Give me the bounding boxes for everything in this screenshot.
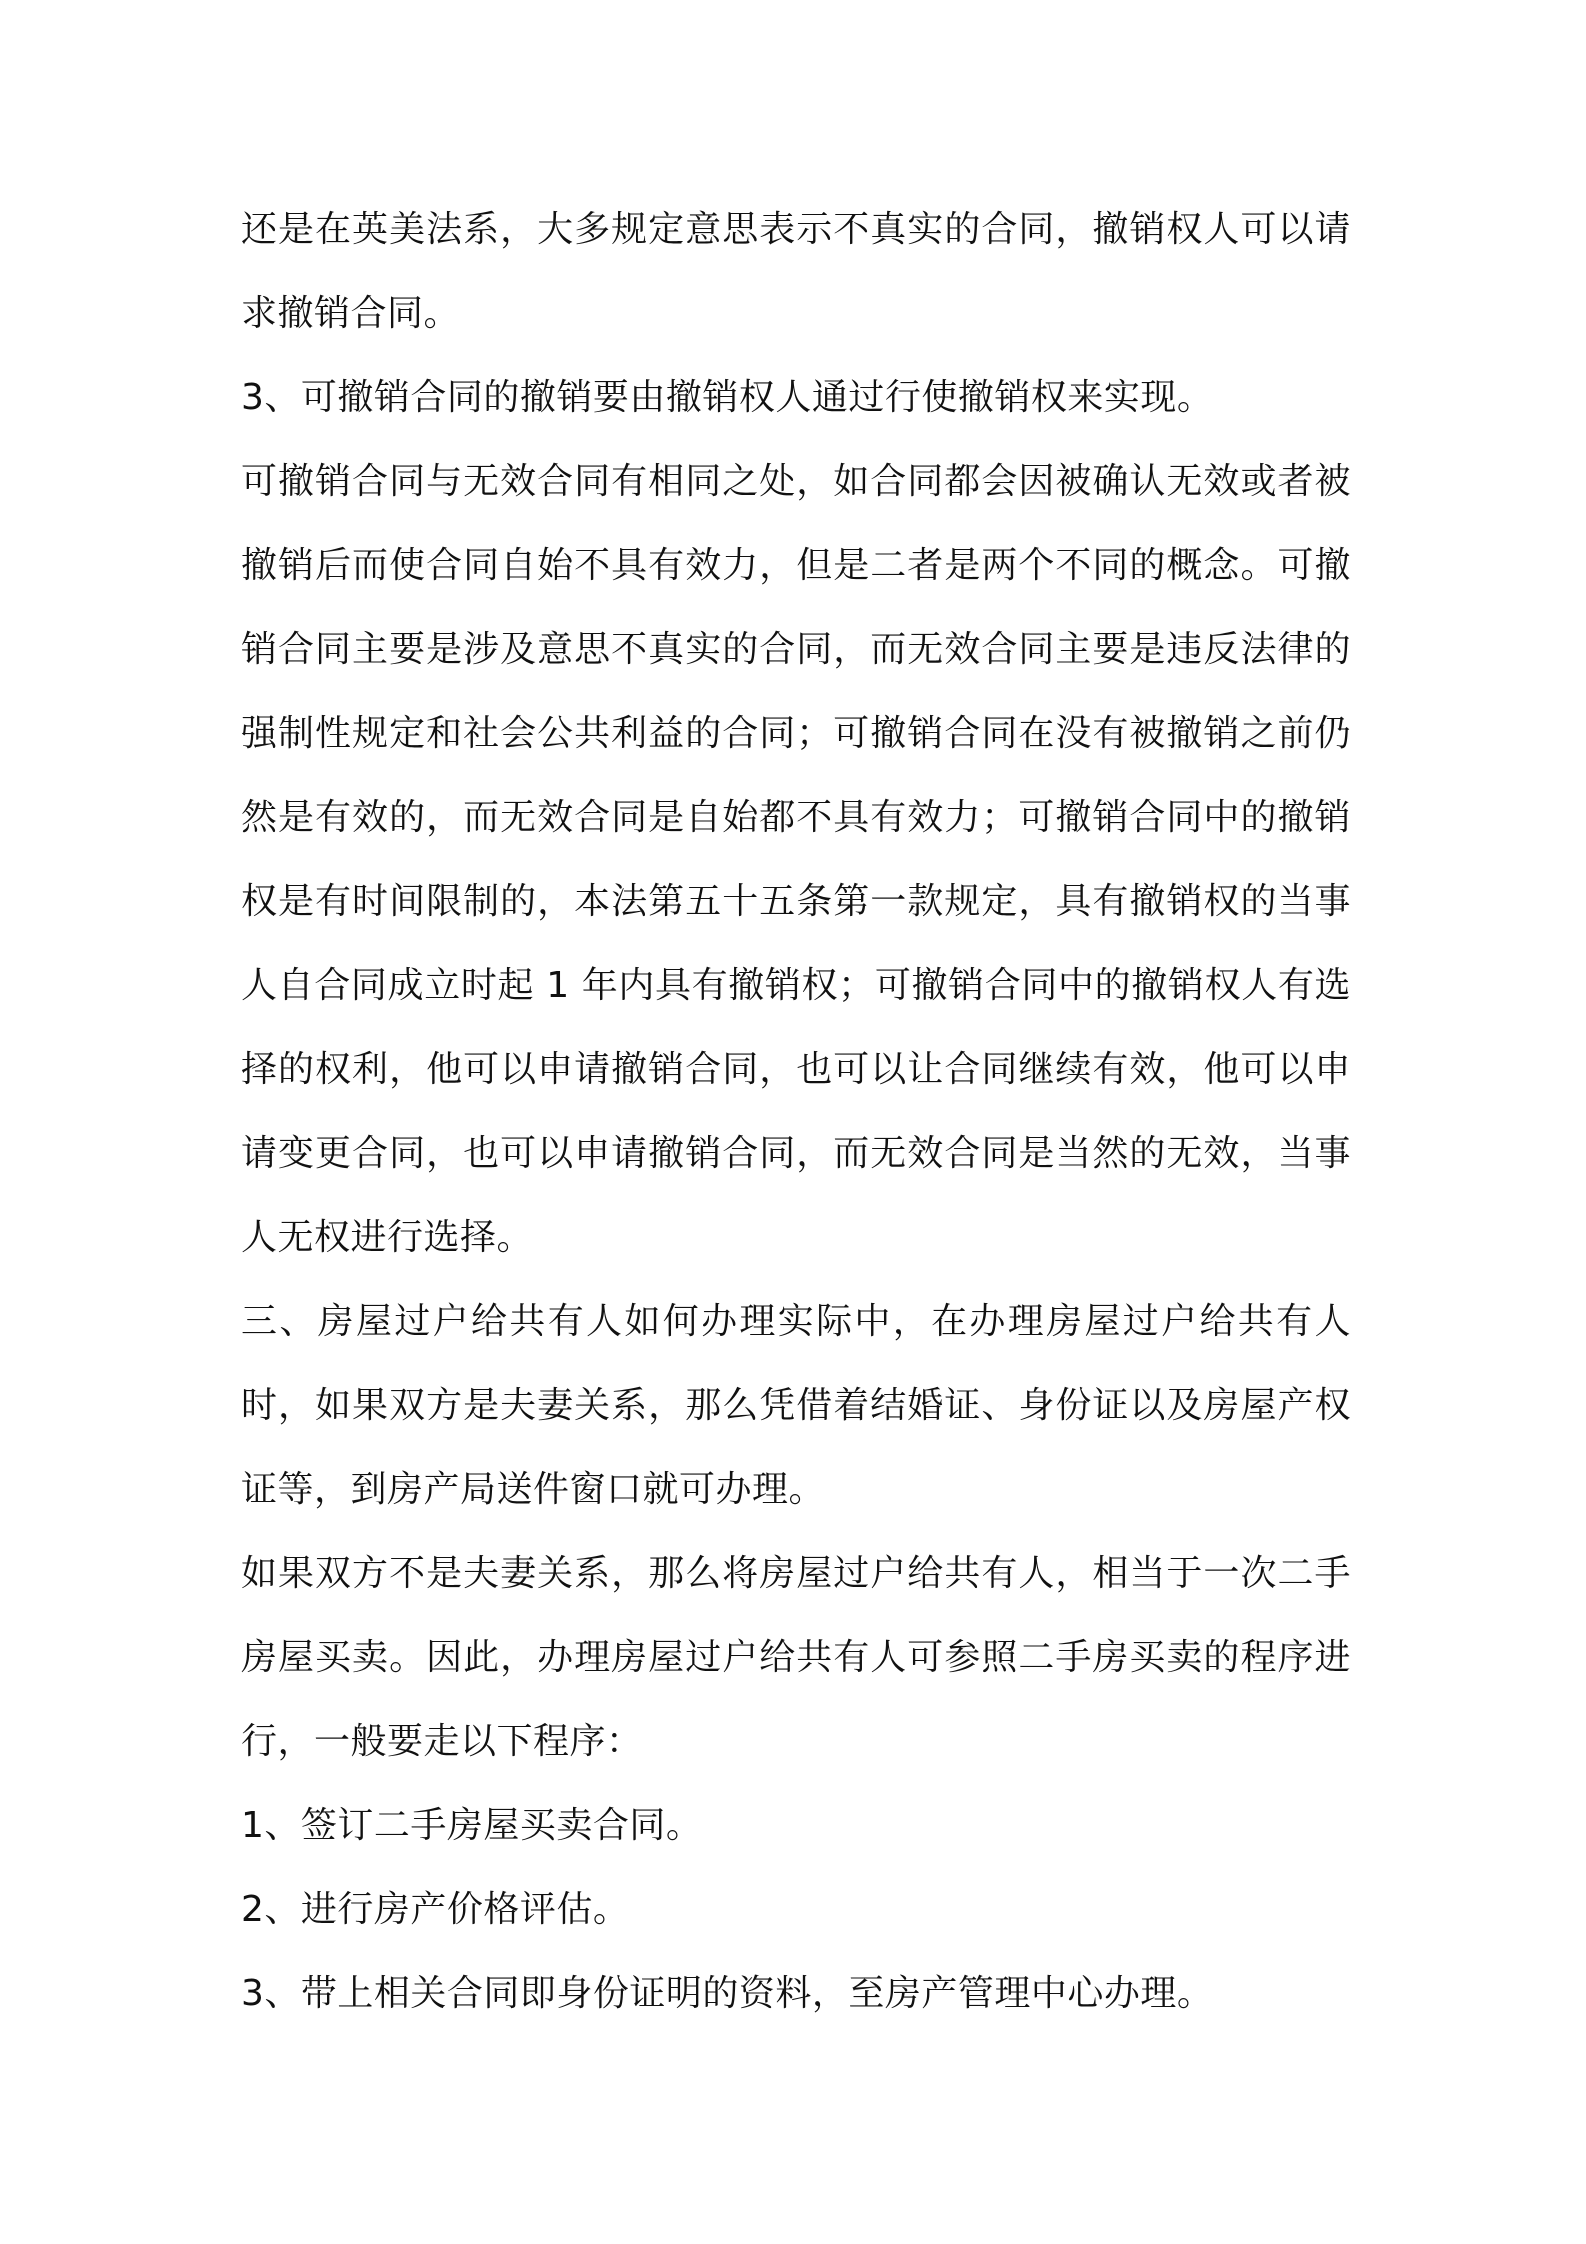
document-body xyxy=(241,188,1351,2036)
paragraph-section-3-transfer: 三、房屋过户给共有人如何办理实际中，在办理房屋过户给共有人时，如果双方是夫妻关系，那么凭借着结婚证、身份证以及房屋产权证等，到房产局送件窗口就可办理。 xyxy=(241,1301,1351,1510)
list-item-step-3: 3、带上相关合同即身份证明的资料，至房产管理中心办理。 xyxy=(241,1973,1214,2014)
paragraph-revocation-intro: 还是在英美法系，大多规定意思表示不真实的合同，撤销权人可以请求撤销合同。 xyxy=(241,209,1351,334)
list-item-step-2: 2、进行房产价格评估。 xyxy=(241,1889,630,1930)
paragraph-item-3-revocation: 3、可撤销合同的撤销要由撤销权人通过行使撤销权来实现。 xyxy=(241,377,1214,418)
paragraph-revocable-vs-void: 可撤销合同与无效合同有相同之处，如合同都会因被确认无效或者被撤销后而使合同自始不具有效力，但是二者是两个不同的概念。可撤销合同主要是涉及意思不真实的合同，而无效合同主要是违反法律的强制性规定和社会公共利益的合同；可撤销合同在没有被撤销之前仍然是有效的，而无效合同是自始都不具有效力；可撤销合同中的撤销权是有时间限制的，本法第五十五条第一款规定，具有撤销权的当事人自合同成立时起 1 年内具有撤销权；可撤销合同中的撤销权人有选择的权利，他可以申请撤销合同，也可以让合同继续有效，他可以申请变更合同，也可以申请撤销合同，而无效合同是当然的无效，当事人无权进行选择。 xyxy=(241,461,1351,1258)
list-item-step-1: 1、签订二手房屋买卖合同。 xyxy=(241,1805,703,1846)
paragraph-non-spouse-transfer: 如果双方不是夫妻关系，那么将房屋过户给共有人，相当于一次二手房屋买卖。因此，办理房屋过户给共有人可参照二手房买卖的程序进行，一般要走以下程序： xyxy=(241,1553,1351,1762)
